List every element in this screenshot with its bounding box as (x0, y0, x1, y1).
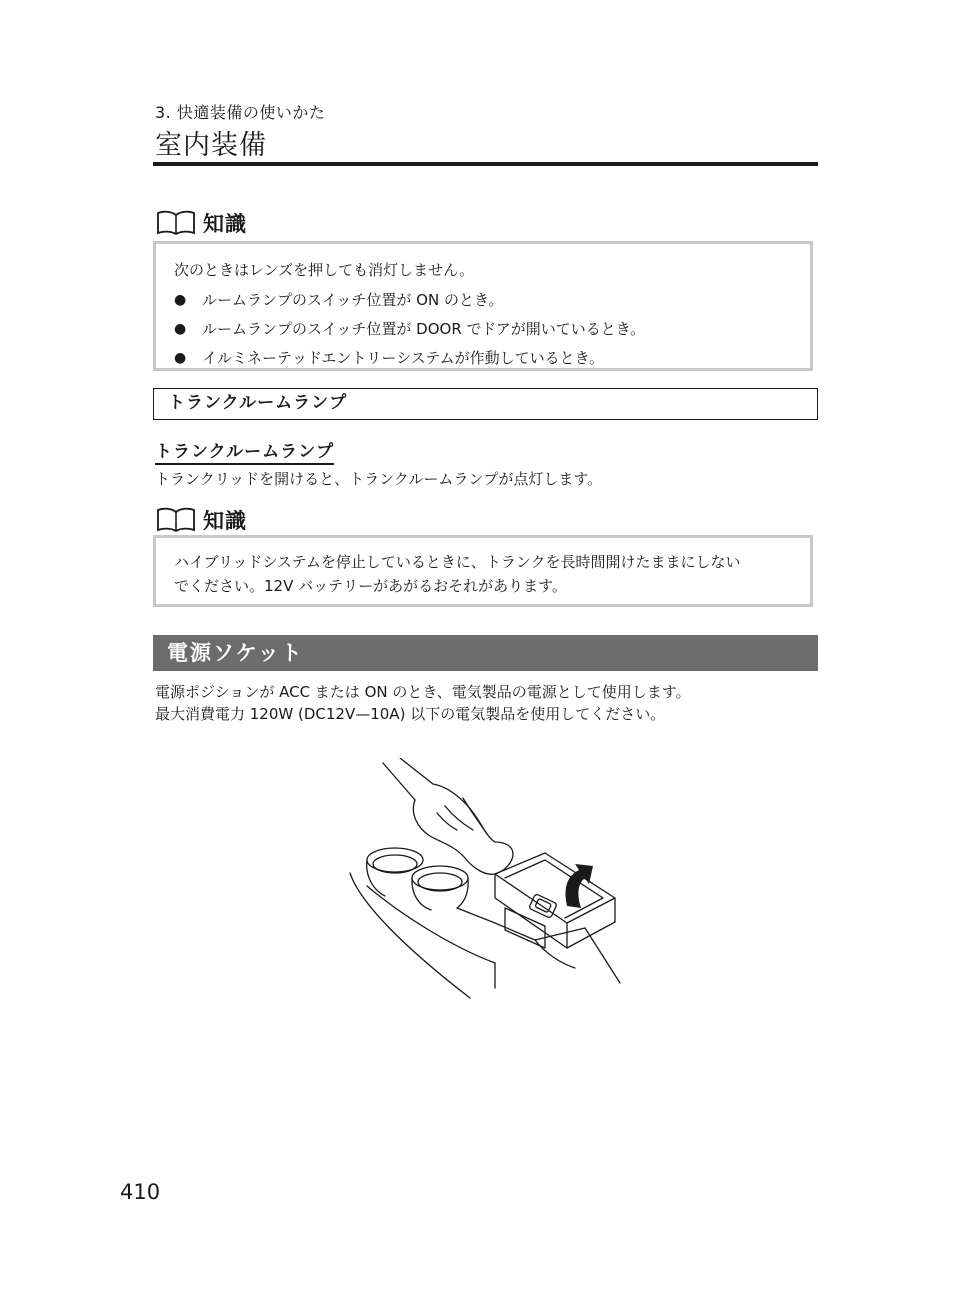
trunk-lamp-subheading: トランクルームランプ (155, 437, 334, 465)
knowledge-list (174, 288, 790, 370)
power-socket-heading: 電源ソケット (153, 635, 818, 671)
title-rule (153, 162, 818, 166)
knowledge-line: でください。12V バッテリーがあがるおそれがあります。 (174, 577, 567, 595)
power-socket-illustration (345, 758, 635, 1003)
book-icon (155, 210, 197, 236)
knowledge-heading (155, 505, 247, 535)
knowledge-line: ハイブリッドシステムを停止しているときに、トランクを長時間開けたままにしない (174, 553, 741, 571)
knowledge-box (153, 535, 813, 607)
list-item: ● ルームランプのスイッチ位置が DOOR でドアが開いているとき。 (174, 317, 790, 341)
knowledge-box (153, 241, 813, 371)
section-subtitle: 3. 快適装備の使いかた (155, 103, 326, 122)
trunk-lamp-text: トランクリッドを開けると、トランクルームランプが点灯します。 (155, 470, 603, 488)
page-title: 室内装備 (155, 130, 267, 161)
page-number: 410 (120, 1180, 161, 1204)
knowledge-intro: 次のときはレンズを押しても消灯しません。 (174, 261, 475, 279)
book-icon (155, 507, 197, 533)
trunk-lamp-section-heading: トランクルームランプ (153, 388, 818, 420)
bullet-icon: ● (174, 350, 187, 366)
knowledge-heading (155, 208, 247, 238)
power-socket-text-line: 最大消費電力 120W (DC12V—10A) 以下の電気製品を使用してください。 (155, 705, 666, 723)
list-item: ● イルミネーテッドエントリーシステムが作動しているとき。 (174, 346, 790, 370)
list-item: ● ルームランプのスイッチ位置が ON のとき。 (174, 288, 790, 312)
bullet-icon: ● (174, 321, 187, 337)
knowledge-label: 知識 (203, 509, 247, 533)
knowledge-label: 知識 (203, 212, 247, 236)
power-socket-text-line: 電源ポジションが ACC または ON のとき、電気製品の電源として使用します。 (155, 683, 691, 701)
bullet-icon: ● (174, 292, 187, 308)
